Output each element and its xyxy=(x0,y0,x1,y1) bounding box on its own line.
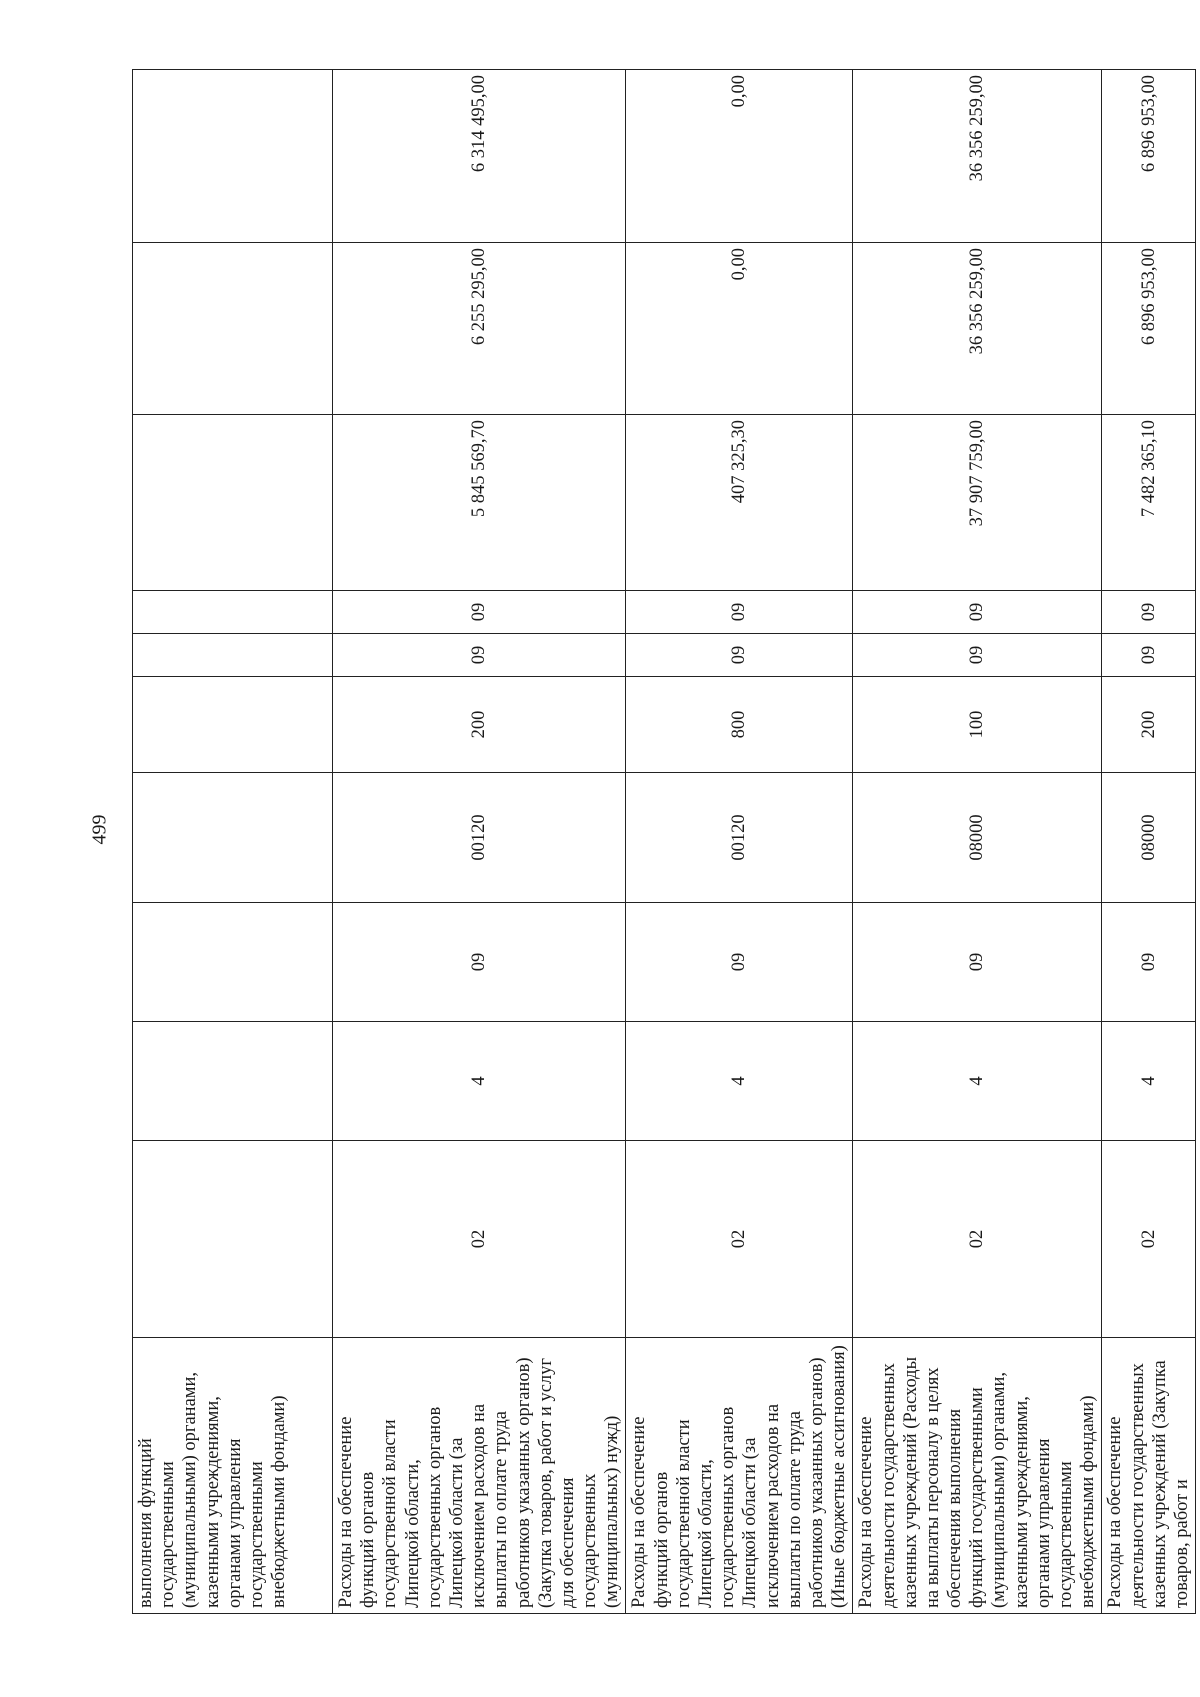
row-description: Расходы на обеспечение деятельности государственных казенных учреждений (Расходы на выплаты персоналу в целях обеспечения выполнения функций государственными (муниципальными) органами, казенными учреждениями, органами управления государственными внебюджетными фондами) xyxy=(853,1338,1102,1614)
row-description: Расходы на обеспечение функций органов государственной власти Липецкой области, государственных органов Липецкой области (за исключением расходов на выплаты по оплате труда работников указанных органов) (Иные бюджетные ассигнования) xyxy=(626,1338,853,1614)
code-cell: 02 xyxy=(853,1141,1102,1338)
row-description: Расходы на обеспечение деятельности государственных казенных учреждений (Закупка товаров, работ и xyxy=(1102,1338,1196,1614)
code-cell: 08000 xyxy=(1102,773,1196,903)
amount-cell xyxy=(133,243,333,415)
amount-cell: 36 356 259,00 xyxy=(853,243,1102,415)
code-cell: 100 xyxy=(853,677,1102,773)
code-cell: 02 xyxy=(1102,1141,1196,1338)
code-cell: 02 xyxy=(626,1141,853,1338)
amount-cell: 5 845 569,70 xyxy=(333,415,626,591)
amount-cell: 36 356 259,00 xyxy=(853,70,1102,243)
code-cell: 09 xyxy=(333,634,626,677)
code-cell xyxy=(133,903,333,1022)
code-cell: 00120 xyxy=(626,773,853,903)
rotated-table-sheet xyxy=(132,70,1192,1614)
amount-cell: 37 907 759,00 xyxy=(853,415,1102,591)
amount-cell: 6 255 295,00 xyxy=(333,243,626,415)
code-cell xyxy=(133,1022,333,1141)
code-cell: 02 xyxy=(333,1141,626,1338)
code-cell: 09 xyxy=(853,903,1102,1022)
code-cell: 4 xyxy=(333,1022,626,1141)
code-cell xyxy=(133,773,333,903)
code-cell: 09 xyxy=(626,634,853,677)
table-row xyxy=(853,70,1102,1614)
row-description: выполнения функций государственными (муниципальными) органами, казенными учреждениями, органами управления государственными внебюджетными фондами) xyxy=(133,1338,333,1614)
amount-cell: 407 325,30 xyxy=(626,415,853,591)
code-cell: 4 xyxy=(853,1022,1102,1141)
code-cell xyxy=(133,591,333,634)
code-cell: 200 xyxy=(1102,677,1196,773)
code-cell: 800 xyxy=(626,677,853,773)
code-cell: 09 xyxy=(1102,634,1196,677)
table-row xyxy=(133,70,333,1614)
amount-cell: 7 482 365,10 xyxy=(1102,415,1196,591)
amount-cell xyxy=(133,415,333,591)
code-cell: 4 xyxy=(626,1022,853,1141)
code-cell: 09 xyxy=(1102,591,1196,634)
code-cell xyxy=(133,634,333,677)
amount-cell xyxy=(133,70,333,243)
amount-cell: 0,00 xyxy=(626,70,853,243)
code-cell: 00120 xyxy=(333,773,626,903)
code-cell: 09 xyxy=(333,591,626,634)
amount-cell: 6 896 953,00 xyxy=(1102,70,1196,243)
code-cell: 09 xyxy=(626,591,853,634)
code-cell: 09 xyxy=(626,903,853,1022)
code-cell: 4 xyxy=(1102,1022,1196,1141)
code-cell xyxy=(133,1141,333,1338)
row-description: Расходы на обеспечение функций органов государственной власти Липецкой области, государственных органов Липецкой области (за исключением расходов на выплаты по оплате труда работников указанных органов) (Закупка товаров, работ и услуг для обеспечения государственных (муниципальных) нужд) xyxy=(333,1338,626,1614)
table-row xyxy=(1102,70,1196,1614)
code-cell: 09 xyxy=(853,634,1102,677)
page-number: 499 xyxy=(88,814,111,845)
code-cell: 09 xyxy=(853,591,1102,634)
code-cell: 200 xyxy=(333,677,626,773)
amount-cell: 6 314 495,00 xyxy=(333,70,626,243)
table-row xyxy=(333,70,626,1614)
code-cell: 09 xyxy=(333,903,626,1022)
amount-cell: 6 896 953,00 xyxy=(1102,243,1196,415)
table-row xyxy=(626,70,853,1614)
amount-cell: 0,00 xyxy=(626,243,853,415)
budget-table xyxy=(132,69,1196,1614)
code-cell xyxy=(133,677,333,773)
code-cell: 08000 xyxy=(853,773,1102,903)
code-cell: 09 xyxy=(1102,903,1196,1022)
